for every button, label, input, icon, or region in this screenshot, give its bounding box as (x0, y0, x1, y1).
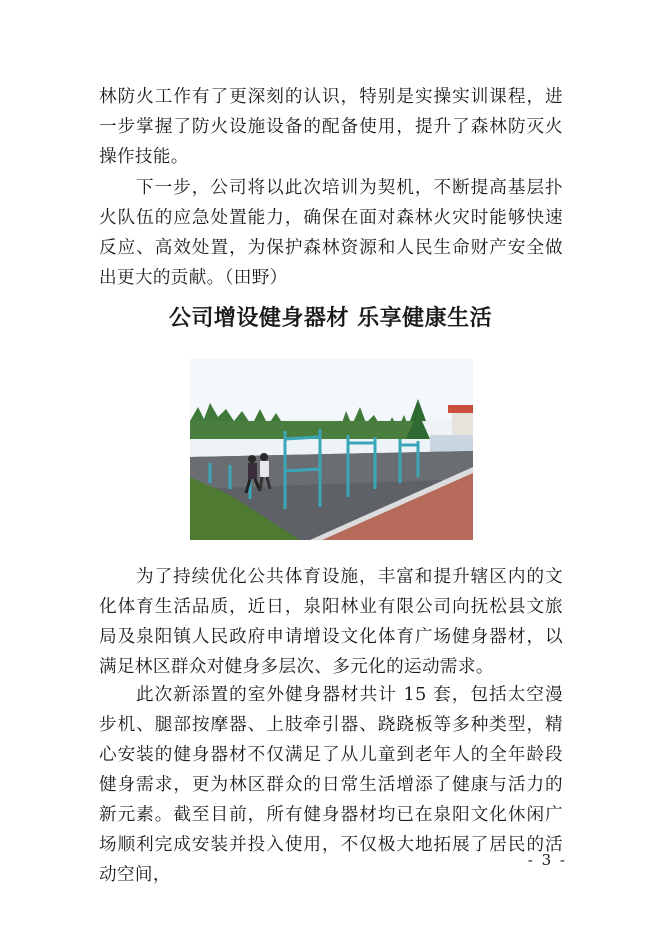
paragraph-continued: 林防火工作有了更深刻的认识，特别是实操实训课程，进一步掌握了防火设施设备的配备使用，提升了森林防灭火操作技能。 (99, 87, 563, 167)
article-title: 公司增设健身器材 乐享健康生活 (168, 306, 493, 331)
page-number: - 3 - (527, 851, 567, 869)
paragraph-intro: 为了持续优化公共体育设施，丰富和提升辖区内的文化体育生活品质，近日，泉阳林业有限公司向抚松县文旅局及泉阳镇人民政府申请增设文化体育广场健身器材，以满足林区群众对健身多层次、多元化的运动需求。 (99, 567, 563, 677)
fitness-plaza-photo (190, 359, 473, 540)
paragraph-next-step: 下一步，公司将以此次培训为契机，不断提高基层扑火队伍的应急处置能力，确保在面对森林火灾时能够快速反应、高效处置，为保护森林资源和人民生命财产安全做出更大的贡献。（田野） (99, 178, 563, 288)
paragraph-equipment: 此次新添置的室外健身器材共计 15 套，包括太空漫步机、腿部按摩器、上肢牵引器、跷跷板等多种类型，精心安装的健身器材不仅满足了从儿童到老年人的全年龄段健身需求，更为林区群众的日常生活增添了健康与活力的新元素。截至目前，所有健身器材均已在泉阳文化休闲广场顺利完成安装并投入使用，不仅极大地拓展了居民的活动空间， (99, 685, 563, 885)
